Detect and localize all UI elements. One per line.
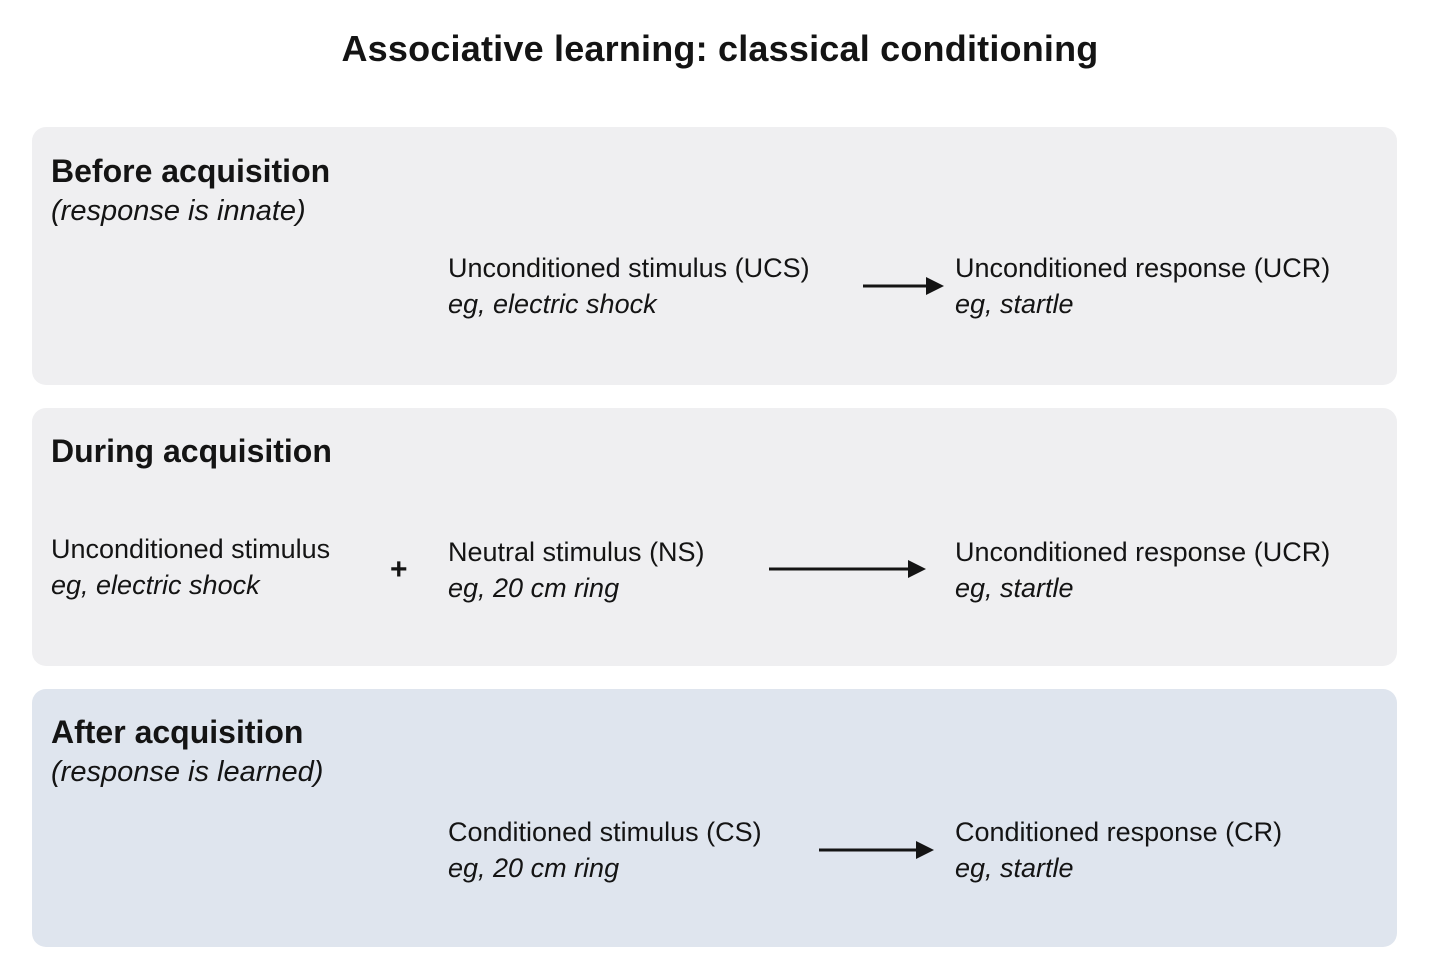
before-response [955, 250, 1330, 322]
diagram-title: Associative learning: classical conditioning [341, 28, 1099, 69]
after-subheading: (response is learned) [51, 756, 324, 788]
after-heading: After acquisition [51, 714, 304, 750]
during-response-name: Unconditioned response (UCR) [955, 537, 1331, 567]
during-heading: During acquisition [51, 433, 332, 469]
after-response [955, 814, 1282, 886]
before-heading: Before acquisition [51, 153, 331, 189]
before-response-name: Unconditioned response (UCR) [955, 253, 1331, 283]
before-stimulus [448, 250, 810, 322]
before-stimulus-name: Unconditioned stimulus (UCS) [448, 253, 810, 283]
during-arrow-icon [768, 558, 928, 580]
after-stimulus-name: Conditioned stimulus (CS) [448, 817, 762, 847]
before-acquisition-panel [32, 127, 1397, 385]
during-response-example: eg, startle [955, 573, 1074, 603]
after-response-example: eg, startle [955, 853, 1074, 883]
during-neutral-stimulus-name: Neutral stimulus (NS) [448, 537, 705, 567]
during-unconditioned-stimulus-example: eg, electric shock [51, 570, 260, 600]
during-response [955, 534, 1330, 606]
plus-sign: + [390, 553, 408, 586]
after-stimulus-example: eg, 20 cm ring [448, 853, 620, 883]
during-neutral-stimulus-example: eg, 20 cm ring [448, 573, 620, 603]
during-unconditioned-stimulus-name: Unconditioned stimulus [51, 534, 331, 564]
before-arrow-icon [862, 275, 946, 297]
before-subheading: (response is innate) [51, 195, 306, 227]
after-stimulus [448, 814, 762, 886]
after-arrow-icon [818, 839, 936, 861]
before-stimulus-example: eg, electric shock [448, 289, 657, 319]
after-acquisition-panel [32, 689, 1397, 947]
during-unconditioned-stimulus [51, 531, 330, 603]
before-response-example: eg, startle [955, 289, 1074, 319]
during-acquisition-panel [32, 408, 1397, 666]
after-response-name: Conditioned response (CR) [955, 817, 1283, 847]
during-neutral-stimulus [448, 534, 705, 606]
